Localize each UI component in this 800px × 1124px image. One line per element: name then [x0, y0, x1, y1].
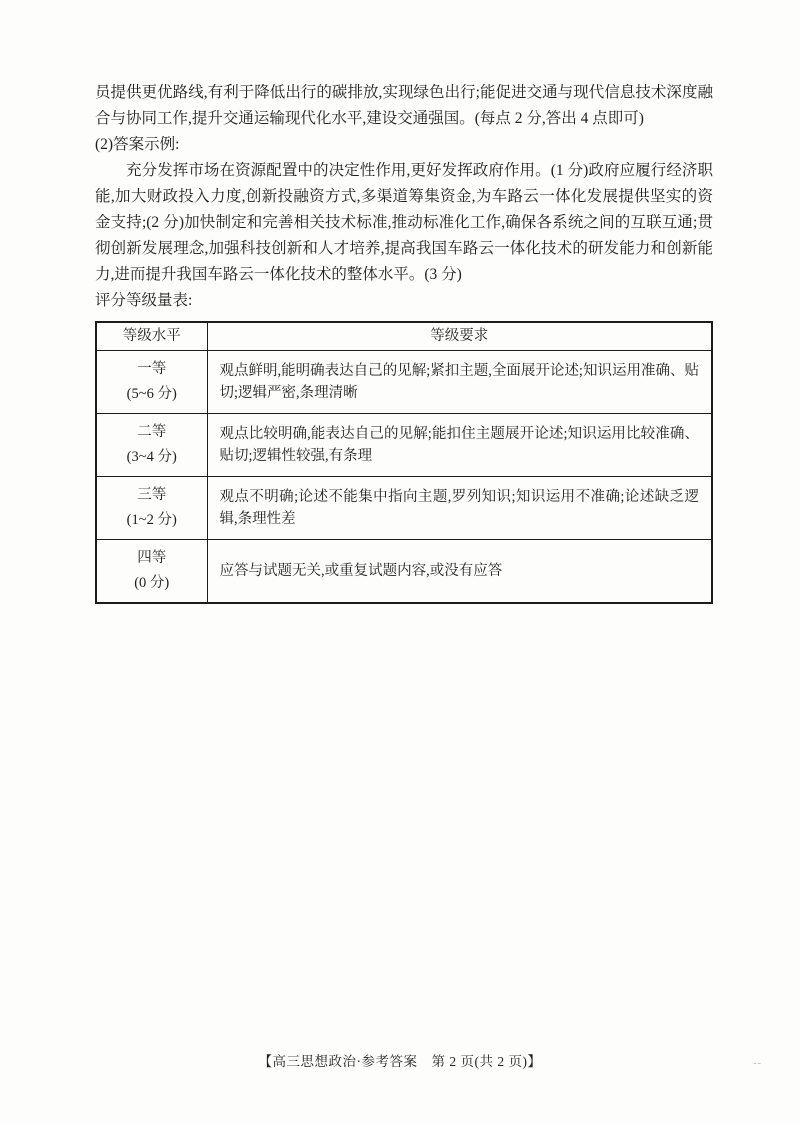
table-header-row: [96, 322, 712, 350]
answer-example-label: (2)答案示例:: [95, 136, 180, 153]
level-name: 一等: [137, 360, 167, 377]
table-header-level: 等级水平: [96, 322, 207, 350]
level-cell: [96, 350, 207, 413]
answer-example-paragraph: 充分发挥市场在资源配置中的决定性作用,更好发挥政府作用。(1 分)政府应履行经济职能,加大财政投入力度,创新投融资方式,多渠道筹集资金,为车路云一体化发展提供坚实的资金支持;(2 分)加快制定和完善相关技术标准,推动标准化工作,确保各系统之间的互联互通;贯彻创新发展理念,加强科技创新和人才培养,提高我国车路云一体化技术的研发能力和创新能力,进而提升我国车路云一体化技术的整体水平。(3 分): [95, 162, 713, 283]
requirement-cell: 应答与试题无关,或重复试题内容,或没有应答: [207, 539, 712, 603]
level-score: (0 分): [134, 574, 170, 591]
page-content: [95, 80, 713, 604]
table-row: [96, 476, 712, 539]
table-row: [96, 350, 712, 413]
margin-mark: --: [753, 1058, 762, 1069]
level-score: (3~4 分): [126, 448, 177, 465]
table-row: [96, 413, 712, 476]
level-name: 二等: [137, 423, 167, 440]
grading-scale-table: [95, 321, 713, 604]
level-score: (5~6 分): [126, 385, 177, 402]
table-caption: 评分等级量表:: [95, 292, 193, 309]
level-cell: [96, 413, 207, 476]
level-cell: [96, 539, 207, 603]
requirement-cell: 观点鲜明,能明确表达自己的见解;紧扣主题,全面展开论述;知识运用准确、贴切;逻辑严密,条理清晰: [207, 350, 712, 413]
requirement-cell: 观点比较明确,能表达自己的见解;能扣住主题展开论述;知识运用比较准确、贴切;逻辑性较强,有条理: [207, 413, 712, 476]
continuation-paragraph: 员提供更优路线,有利于降低出行的碳排放,实现绿色出行;能促进交通与现代信息技术深度融合与协同工作,提升交通运输现代化水平,建设交通强国。(每点 2 分,答出 4 点即可): [95, 84, 713, 127]
page-footer: 【高三思想政治·参考答案 第 2 页(共 2 页)】: [258, 1054, 542, 1069]
level-cell: [96, 476, 207, 539]
table-row: [96, 539, 712, 603]
level-name: 四等: [137, 549, 167, 566]
requirement-cell: 观点不明确;论述不能集中指向主题,罗列知识;知识运用不准确;论述缺乏逻辑,条理性差: [207, 476, 712, 539]
level-score: (1~2 分): [126, 511, 177, 528]
table-header-requirement: 等级要求: [207, 322, 712, 350]
level-name: 三等: [137, 486, 167, 503]
